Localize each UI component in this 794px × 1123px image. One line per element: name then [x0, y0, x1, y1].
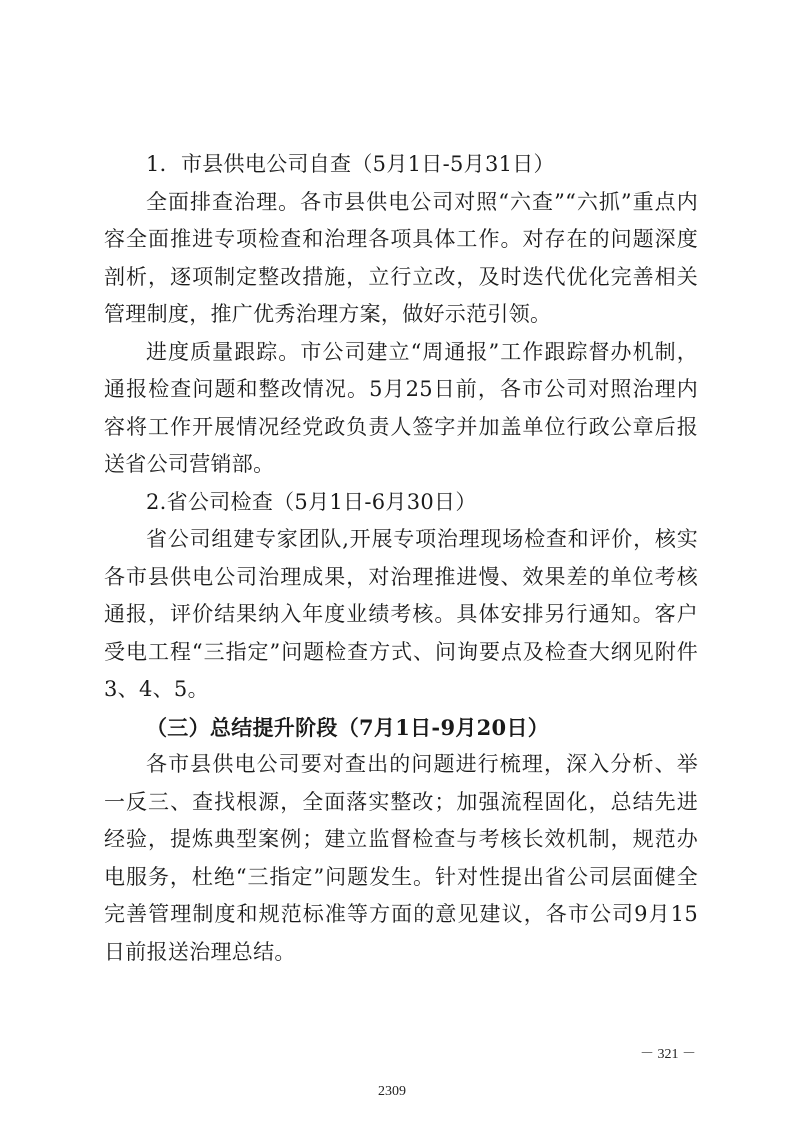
- paragraph: 各市县供电公司要对查出的问题进行梳理，深入分析、举一反三、查找根源，全面落实整改；加强流程固化，总结先进经验，提炼典型案例；建立监督检查与考核长效机制，规范办电服务，杜绝“三指定”问题发生。针对性提出省公司层面健全完善管理制度和规范标准等方面的意见建议，各市公司9月15日前报送治理总结。: [104, 752, 698, 964]
- page-number: － 321 －: [640, 1047, 696, 1062]
- paragraph: 进度质量跟踪。市公司建立“周通报”工作跟踪督办机制，通报检查问题和整改情况。5月25日前，各市公司对照治理内容将工作开展情况经党政负责人签字并加盖单位行政公章后报送省公司营销部。: [104, 339, 698, 476]
- body-text: [104, 146, 698, 971]
- paragraph: 省公司组建专家团队,开展专项治理现场检查和评价，核实各市县供电公司治理成果，对治理推进慢、效果差的单位考核通报，评价结果纳入年度业绩考核。具体安排另行通知。客户受电工程“三指定”问题检查方式、问询要点及检查大纲见附件3、4、5。: [104, 527, 698, 701]
- document-number: 2309: [378, 1084, 406, 1099]
- section-heading: 1．市县供电公司自查（5月1日-5月31日）: [146, 152, 555, 176]
- paragraph: 全面排查治理。各市县供电公司对照“六查”“六抓”重点内容全面推进专项检查和治理各项具体工作。对存在的问题深度剖析，逐项制定整改措施，立行立改，及时迭代优化完善相关管理制度，推广优秀治理方案，做好示范引领。: [104, 189, 698, 326]
- phase-heading: （三）总结提升阶段（7月1日-9月20日）: [146, 714, 550, 740]
- section-heading: 2.省公司检查（5月1日-6月30日）: [146, 489, 477, 514]
